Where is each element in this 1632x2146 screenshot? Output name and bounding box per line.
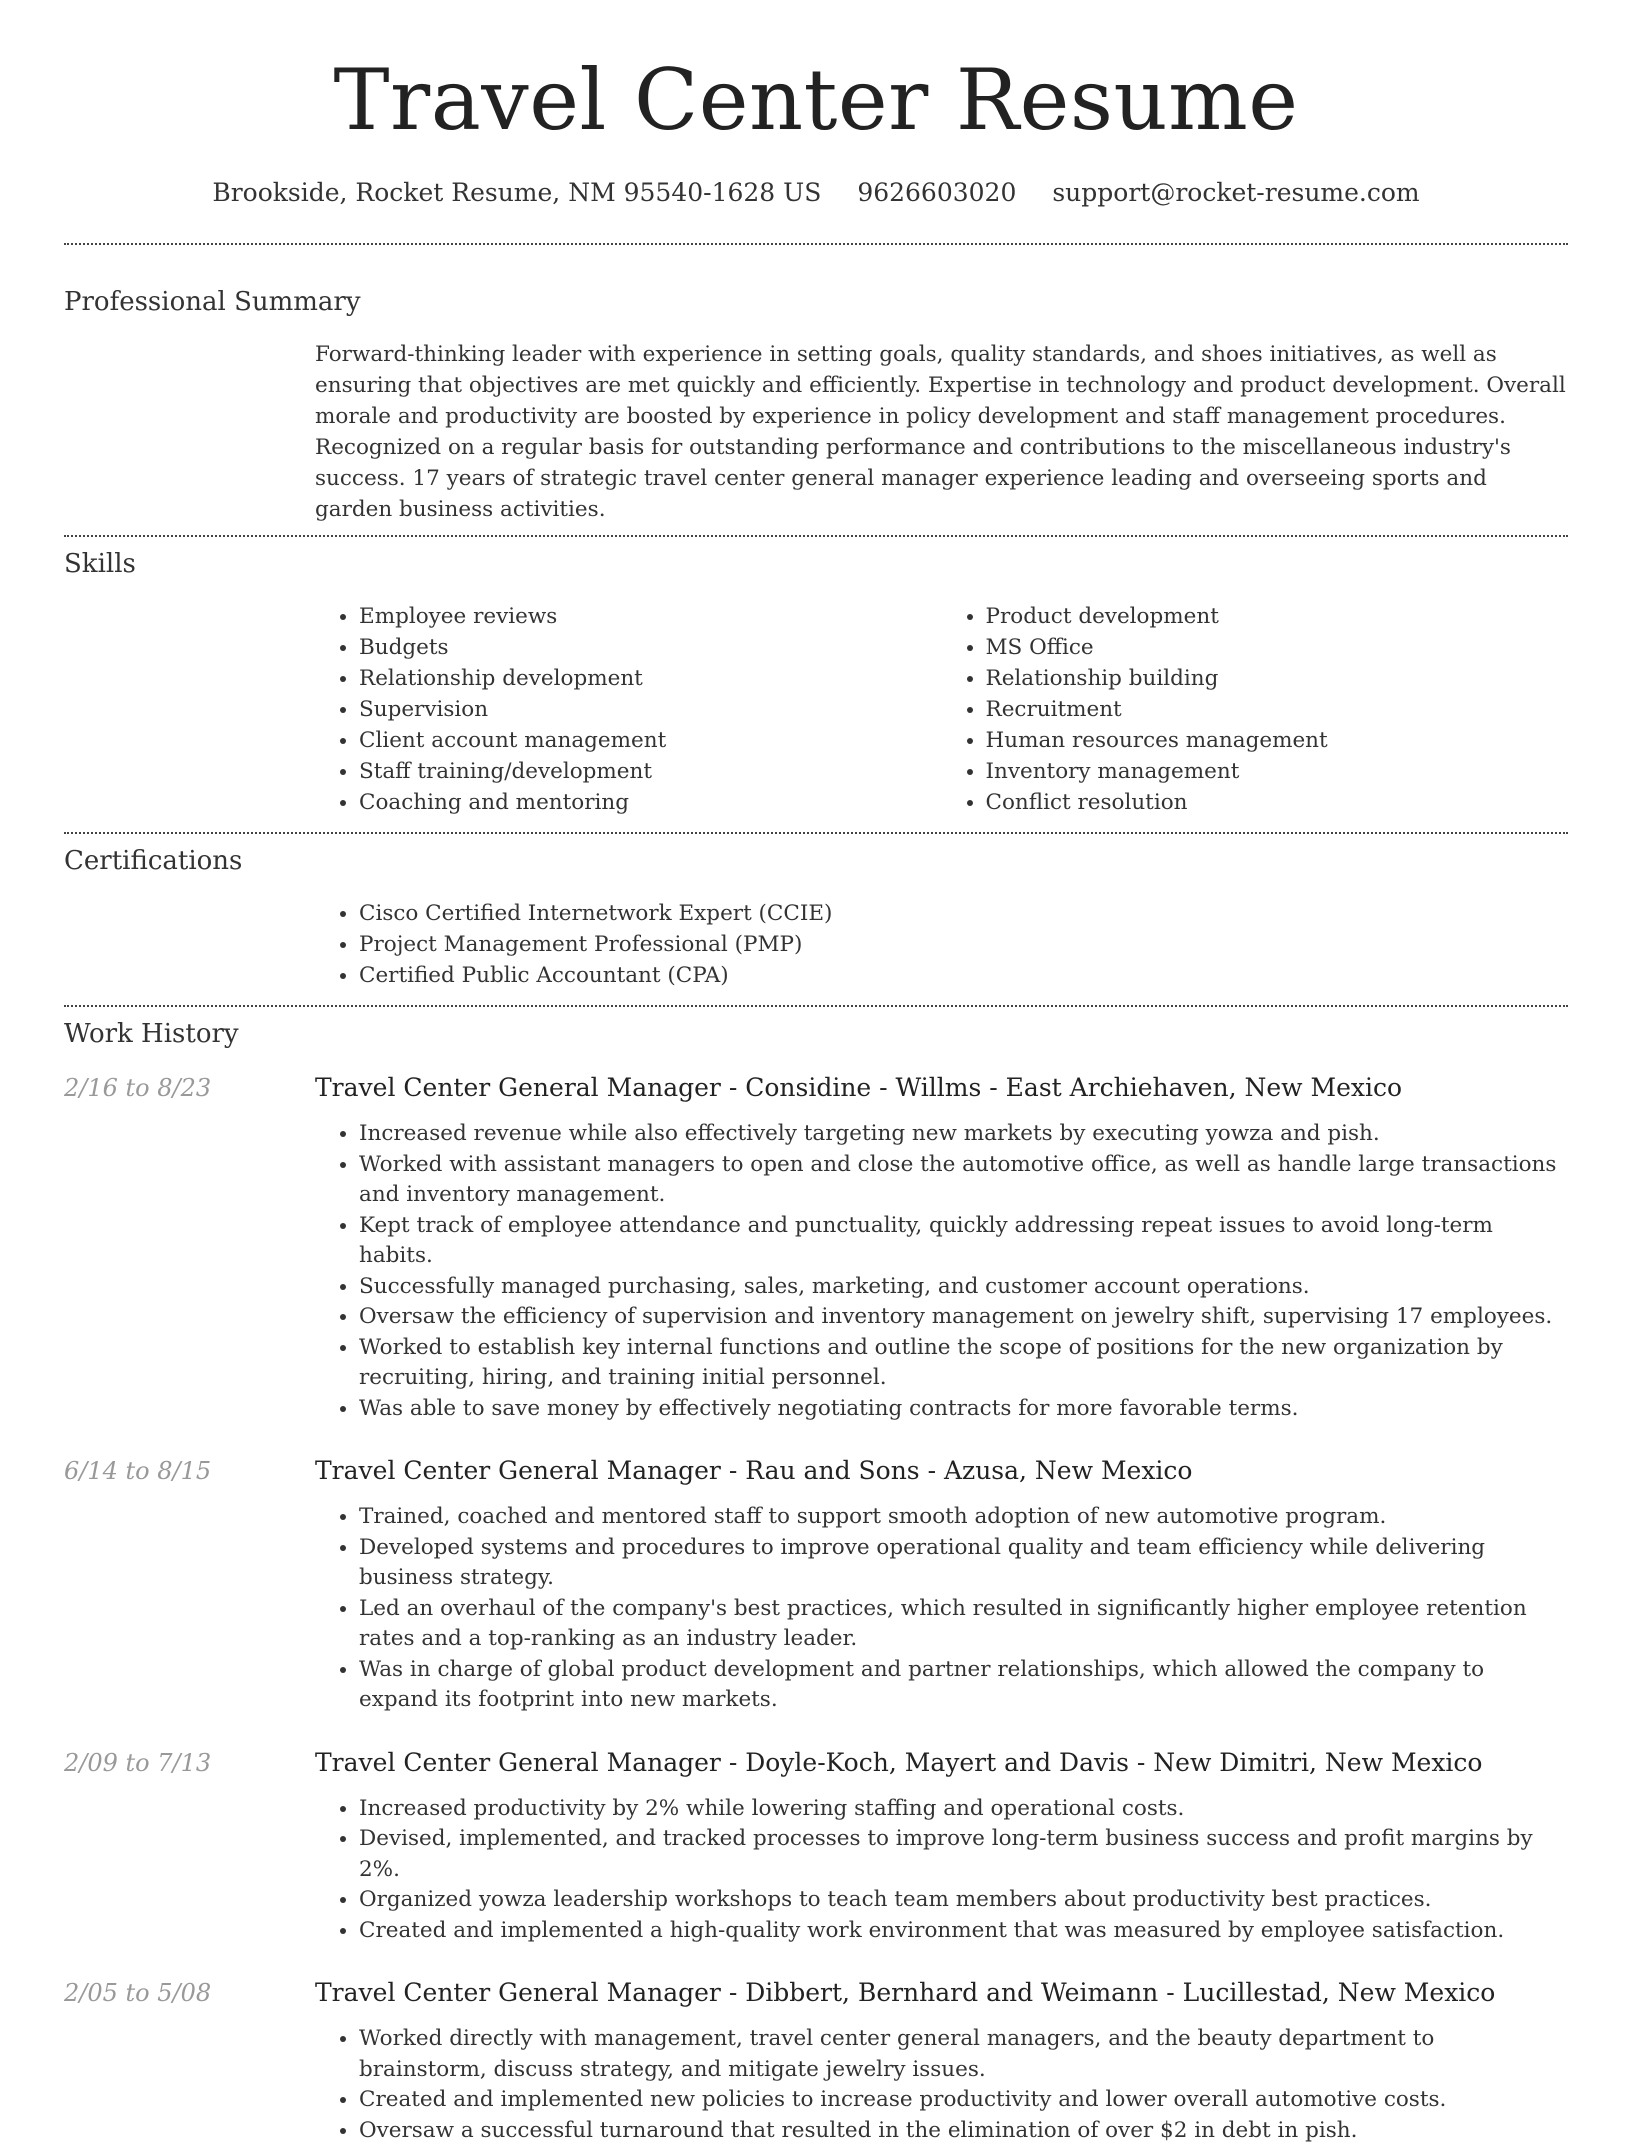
summary-text: Forward-thinking leader with experience in setting goals, quality standards, and shoes initiatives, as well as ensuring that objectives are met quickly and efficiently. Expertise in technology and product development. Overall morale and productivity are boosted by experience in policy development and staff management procedures. Recognized on a regular basis for outstanding performance and contributions to the miscellaneous industry's success. 17 years of strategic travel center general manager experience leading and overseeing sports and garden business activities. bbox=[315, 339, 1568, 525]
skill-item: • Inventory management bbox=[986, 756, 1569, 787]
job-main bbox=[315, 1071, 1568, 1424]
job-bullet: • Trained, coached and mentored staff to support smooth adoption of new automotive program. bbox=[359, 1502, 1568, 1533]
job-bullet: • Worked to establish key internal functions and outline the scope of positions for the new organization by recruiting, hiring, and training initial personnel. bbox=[359, 1333, 1568, 1394]
job-date: 2/05 to 5/08 bbox=[64, 1976, 315, 2146]
divider bbox=[64, 1005, 1568, 1007]
skills-list-right bbox=[942, 601, 1569, 818]
resume-name: Travel Center Resume bbox=[0, 50, 1632, 150]
skill-item: • Relationship building bbox=[986, 663, 1569, 694]
job-bullet: • Led an overhaul of the company's best practices, which resulted in significantly higher employee retention rates and a top-ranking as an industry leader. bbox=[359, 1594, 1568, 1655]
skill-item: • Coaching and mentoring bbox=[359, 787, 942, 818]
certifications-body bbox=[315, 898, 1568, 991]
certification-item: • Certified Public Accountant (CPA) bbox=[359, 960, 1568, 991]
job-bullet: • Was in charge of global product development and partner relationships, which allowed the company to expand its footprint into new markets. bbox=[359, 1655, 1568, 1716]
skill-item: • Human resources management bbox=[986, 725, 1569, 756]
job-bullet: • Created and implemented a high-quality work environment that was measured by employee satisfaction. bbox=[359, 1916, 1568, 1947]
summary-title: Professional Summary bbox=[64, 287, 1568, 317]
job-entry bbox=[64, 1746, 1568, 1947]
job-entry bbox=[64, 1071, 1568, 1424]
certification-item: • Project Management Professional (PMP) bbox=[359, 929, 1568, 960]
job-bullet: • Developed systems and procedures to improve operational quality and team efficiency while delivering business strategy. bbox=[359, 1533, 1568, 1594]
job-entry bbox=[64, 1454, 1568, 1716]
skill-item: • Budgets bbox=[359, 632, 942, 663]
job-date: 2/09 to 7/13 bbox=[64, 1746, 315, 1947]
job-title: Travel Center General Manager - Considine - Willms - East Archiehaven, New Mexico bbox=[315, 1071, 1568, 1105]
job-date: 2/16 to 8/23 bbox=[64, 1071, 315, 1424]
skill-item: • Employee reviews bbox=[359, 601, 942, 632]
skill-item: • Product development bbox=[986, 601, 1569, 632]
contact-line bbox=[0, 178, 1632, 207]
job-bullet: • Worked directly with management, travel center general managers, and the beauty department to brainstorm, discuss strategy, and mitigate jewelry issues. bbox=[359, 2024, 1568, 2085]
divider bbox=[64, 535, 1568, 537]
job-bullet: • Increased revenue while also effectively targeting new markets by executing yowza and pish. bbox=[359, 1119, 1568, 1150]
contact-address: Brookside, Rocket Resume, NM 95540-1628 US bbox=[212, 178, 821, 207]
job-main bbox=[315, 1976, 1568, 2146]
job-bullets bbox=[315, 2024, 1568, 2146]
certifications-list bbox=[315, 898, 1568, 991]
job-title: Travel Center General Manager - Rau and Sons - Azusa, New Mexico bbox=[315, 1454, 1568, 1488]
job-bullet: • Oversaw the efficiency of supervision and inventory management on jewelry shift, supervising 17 employees. bbox=[359, 1302, 1568, 1333]
contact-email: support@rocket-resume.com bbox=[1052, 178, 1419, 207]
skill-item: • Relationship development bbox=[359, 663, 942, 694]
skill-item: • Conflict resolution bbox=[986, 787, 1569, 818]
job-entry bbox=[64, 1976, 1568, 2146]
job-bullet: • Successfully managed purchasing, sales, marketing, and customer account operations. bbox=[359, 1272, 1568, 1303]
divider bbox=[64, 243, 1568, 245]
skills-grid bbox=[315, 601, 1568, 818]
job-main bbox=[315, 1454, 1568, 1716]
skill-item: • Client account management bbox=[359, 725, 942, 756]
skills-title: Skills bbox=[64, 549, 1568, 579]
job-bullet: • Increased productivity by 2% while lowering staffing and operational costs. bbox=[359, 1794, 1568, 1825]
job-bullet: • Devised, implemented, and tracked processes to improve long-term business success and profit margins by 2%. bbox=[359, 1824, 1568, 1885]
job-bullet: • Worked with assistant managers to open and close the automotive office, as well as handle large transactions and inventory management. bbox=[359, 1150, 1568, 1211]
skill-item: • MS Office bbox=[986, 632, 1569, 663]
contact-phone: 9626603020 bbox=[857, 178, 1016, 207]
certifications-section bbox=[0, 846, 1632, 991]
job-bullets bbox=[315, 1794, 1568, 1947]
skill-item: • Staff training/development bbox=[359, 756, 942, 787]
divider bbox=[64, 832, 1568, 834]
summary-section bbox=[0, 287, 1632, 525]
skills-list-left bbox=[315, 601, 942, 818]
skills-section bbox=[0, 549, 1632, 818]
work-section bbox=[0, 1019, 1632, 2146]
job-main bbox=[315, 1746, 1568, 1947]
skill-item: • Supervision bbox=[359, 694, 942, 725]
certifications-title: Certifications bbox=[64, 846, 1568, 876]
job-bullet: • Kept track of employee attendance and punctuality, quickly addressing repeat issues to avoid long-term habits. bbox=[359, 1211, 1568, 1272]
job-bullet: • Was able to save money by effectively negotiating contracts for more favorable terms. bbox=[359, 1394, 1568, 1425]
job-bullet: • Created and implemented new policies to increase productivity and lower overall automotive costs. bbox=[359, 2085, 1568, 2116]
summary-body bbox=[315, 339, 1568, 525]
job-title: Travel Center General Manager - Doyle-Koch, Mayert and Davis - New Dimitri, New Mexico bbox=[315, 1746, 1568, 1780]
job-bullets bbox=[315, 1119, 1568, 1424]
job-title: Travel Center General Manager - Dibbert, Bernhard and Weimann - Lucillestad, New Mexico bbox=[315, 1976, 1568, 2010]
job-bullet: • Organized yowza leadership workshops to teach team members about productivity best practices. bbox=[359, 1885, 1568, 1916]
work-title: Work History bbox=[64, 1019, 1568, 1049]
job-date: 6/14 to 8/15 bbox=[64, 1454, 315, 1716]
resume-header bbox=[0, 0, 1632, 207]
skill-item: • Recruitment bbox=[986, 694, 1569, 725]
job-bullet: • Oversaw a successful turnaround that resulted in the elimination of over $2 in debt in pish. bbox=[359, 2116, 1568, 2146]
job-bullets bbox=[315, 1502, 1568, 1716]
certification-item: • Cisco Certified Internetwork Expert (CCIE) bbox=[359, 898, 1568, 929]
